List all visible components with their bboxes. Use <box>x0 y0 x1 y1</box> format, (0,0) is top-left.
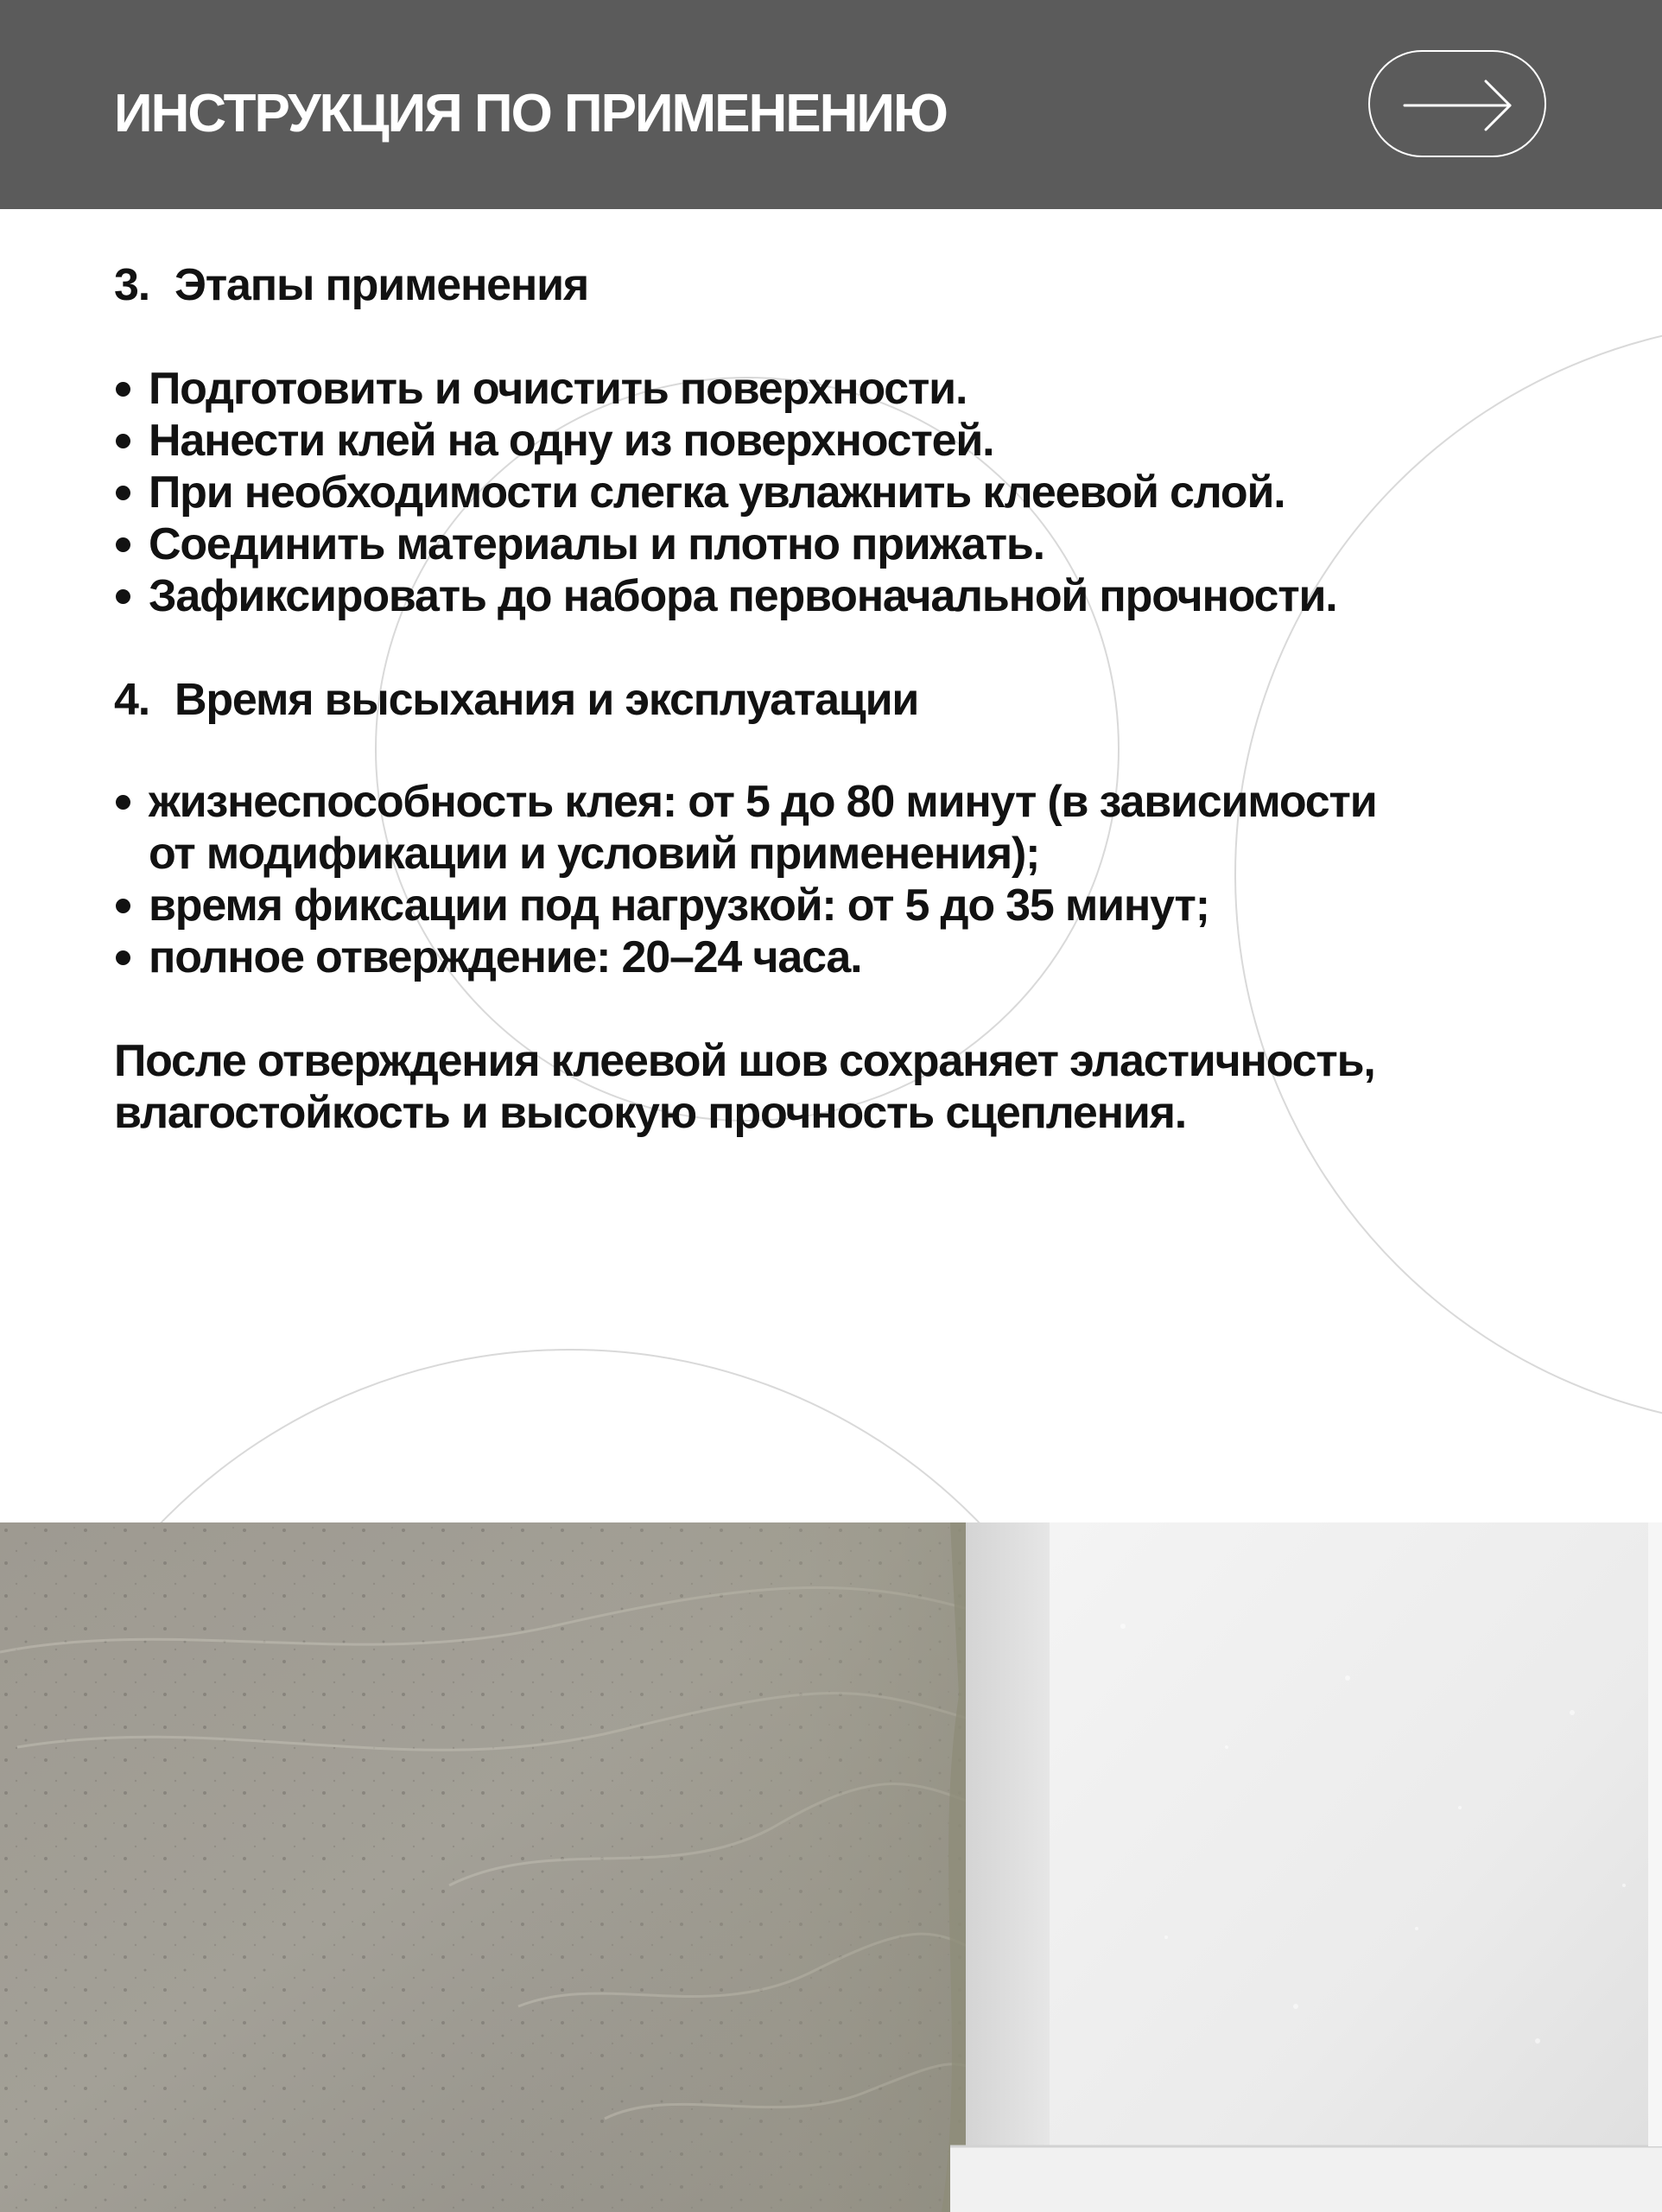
section-3-title: Этапы применения <box>174 260 589 310</box>
next-button[interactable] <box>1368 50 1546 157</box>
decorative-circle-bottom <box>0 1350 1140 1522</box>
application-steps-list <box>114 363 1583 622</box>
page-title: ИНСТРУКЦИЯ ПО ПРИМЕНЕНИЮ <box>114 84 947 143</box>
arrow-right-icon <box>1403 78 1515 133</box>
list-item-text: Соединить материалы и плотно прижать. <box>149 519 1044 569</box>
list-item-text: время фиксации под нагрузкой: от 5 до 35 минут; <box>149 880 1209 931</box>
list-item-text: жизнеспособность клея: от 5 до 80 минут (в зависимости <box>149 777 1377 827</box>
section-4-number: 4. <box>114 675 149 725</box>
list-item <box>114 415 1583 467</box>
list-item <box>114 880 1583 931</box>
list-item-text: Нанести клей на одну из поверхностей. <box>149 416 994 466</box>
list-item <box>114 467 1583 518</box>
list-item <box>114 570 1583 622</box>
conclusion-paragraph <box>114 1035 1583 1139</box>
section-3-heading <box>114 259 1583 311</box>
section-4-heading <box>114 674 1583 726</box>
header-bar <box>0 0 1662 209</box>
list-item-text: При необходимости слегка увлажнить клеевой слой. <box>149 467 1285 518</box>
conclusion-line: После отверждения клеевой шов сохраняет эластичность, <box>114 1036 1375 1086</box>
section-3-number: 3. <box>114 260 149 310</box>
list-item <box>114 776 1583 880</box>
conclusion-line: влагостойкость и высокую прочность сцепления. <box>114 1088 1186 1138</box>
list-item <box>114 363 1583 415</box>
list-item-text: Зафиксировать до набора первоначальной прочности. <box>149 571 1337 621</box>
list-item <box>114 931 1583 983</box>
list-item-text: полное отверждение: 20–24 часа. <box>149 932 862 982</box>
drying-times-list <box>114 776 1583 983</box>
list-item-text-continued: от модификации и условий применения); <box>149 829 1040 879</box>
section-4-title: Время высыхания и эксплуатации <box>174 675 919 725</box>
concrete-and-foam-board-photo <box>0 1522 1662 2212</box>
list-item <box>114 518 1583 570</box>
instructions-content <box>114 259 1583 1139</box>
list-item-text: Подготовить и очистить поверхности. <box>149 364 967 414</box>
